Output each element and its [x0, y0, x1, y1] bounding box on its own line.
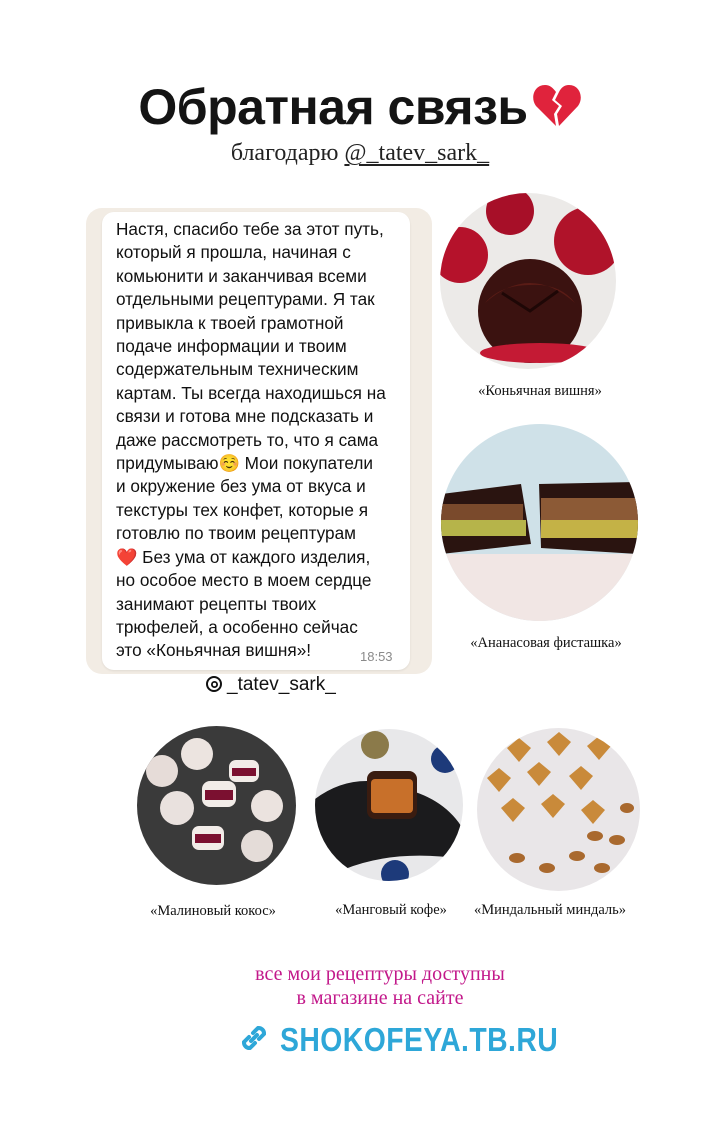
shop-note [0, 962, 720, 1010]
caption-pineapple: «Ананасовая фисташка» [470, 635, 622, 651]
subtitle-prefix: благодарю [230, 140, 345, 166]
subtitle-handle-link[interactable]: @_tatev_sark_ [344, 140, 490, 166]
shop-note-line2: в магазине на сайте [296, 987, 464, 1009]
mango-coffee-photo [315, 729, 463, 881]
cherry-truffle-photo [440, 193, 616, 369]
caption-raspberry: «Малиновый кокос» [150, 903, 276, 919]
title-text: Обратная связь [138, 79, 528, 135]
caption-almond: «Миндальный миндаль» [473, 902, 627, 918]
site-url[interactable]: SHOKOFEYA.TB.RU [280, 1021, 559, 1058]
link-icon [236, 1020, 272, 1061]
page-title [0, 78, 720, 140]
shop-note-line1: все мои рецептуры доступны [255, 963, 505, 985]
chat-author[interactable] [205, 674, 336, 699]
subtitle [0, 140, 720, 167]
pineapple-pistachio-photo [441, 424, 638, 621]
site-link[interactable] [236, 1018, 603, 1062]
almond-photo [477, 728, 640, 891]
threads-icon [205, 675, 223, 699]
raspberry-coconut-photo [137, 726, 296, 885]
chat-timestamp: 18:53 [360, 649, 393, 664]
chat-message: Настя, спасибо тебе за этот путь, который я прошла, начиная с комьюнити и заканчивая всеми отдельными рецептурами. Я так привыкла к твоей грамотной подаче информации и твоим содержательным техническим картам. Ты всегда находишься на связи и готова мне подсказать и даже рассмотреть то, что я сама придумываю☺️ Мои покупатели и окружение без ума от вкуса и текстуры тех конфет, которые я готовлю по твоим рецептурам ❤️ Без ума от каждого изделия, но особое место в моем сердце занимают рецепты твоих трюфелей, а особенно сейчас это «Коньячная вишня»! [116, 219, 386, 661]
chat-author-handle: _tatev_sark_ [227, 674, 336, 695]
caption-cherry: «Коньячная вишня» [478, 383, 602, 399]
caption-mango: «Манговый кофе» [335, 902, 447, 918]
broken-heart-icon [532, 82, 582, 140]
